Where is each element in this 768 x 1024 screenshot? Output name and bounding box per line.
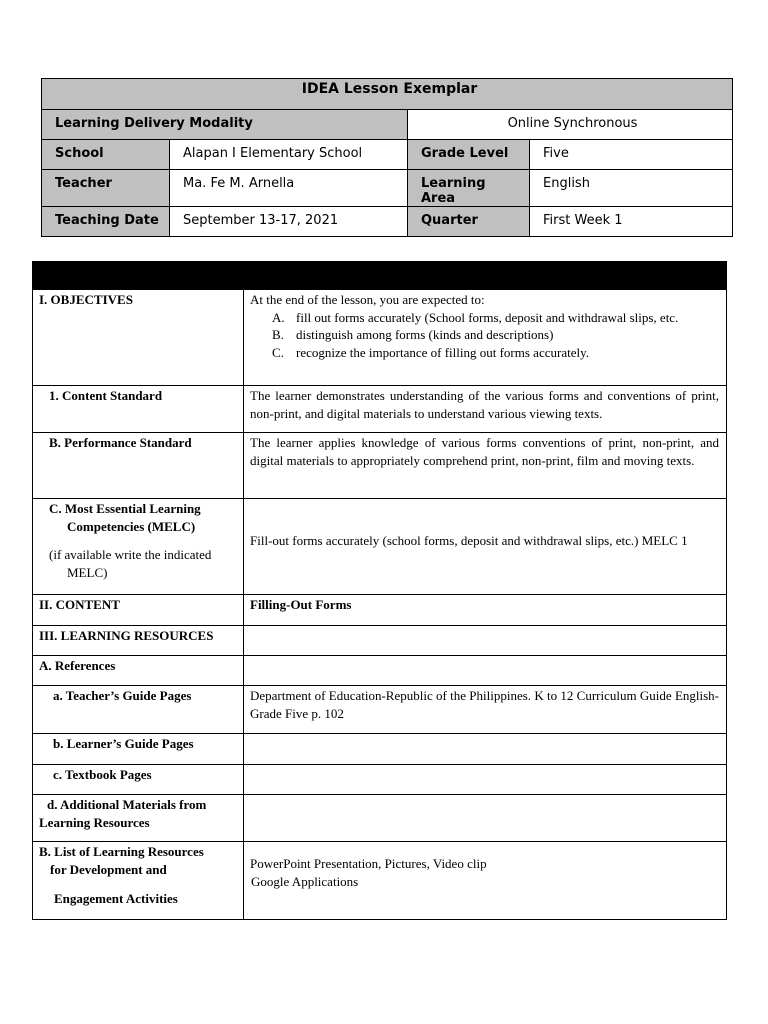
table-row-resource-list bbox=[33, 842, 727, 920]
teacher-guide-label: a. Teacher’s Guide Pages bbox=[53, 688, 192, 703]
learning-area-label: Learning Area bbox=[408, 170, 530, 207]
lesson-content-table bbox=[32, 261, 727, 920]
teacher-guide-cell bbox=[33, 686, 244, 734]
textbook-label: c. Textbook Pages bbox=[53, 767, 152, 782]
table-row-textbook bbox=[33, 765, 727, 795]
objective-text: recognize the importance of filling out forms accurately. bbox=[296, 344, 589, 360]
performance-standard-cell bbox=[33, 433, 244, 499]
objective-letter: A. bbox=[272, 309, 285, 325]
quarter-value: First Week 1 bbox=[530, 207, 733, 237]
objectives-cell bbox=[244, 290, 727, 386]
melc-text: Fill-out forms accurately (school forms, deposit and withdrawal slips, etc.) MELC 1 bbox=[244, 499, 727, 595]
references-value bbox=[244, 656, 727, 686]
table-row-performance-standard bbox=[33, 433, 727, 499]
document-title: IDEA Lesson Exemplar bbox=[42, 79, 733, 110]
delivery-modality-label: Learning Delivery Modality bbox=[42, 110, 408, 140]
learning-resources-value bbox=[244, 626, 727, 656]
school-value: Alapan I Elementary School bbox=[170, 140, 408, 170]
additional-materials-label: d. Additional Materials from Learning Resources bbox=[33, 795, 244, 842]
learner-guide-label: b. Learner’s Guide Pages bbox=[53, 736, 194, 751]
objectives-label: I. OBJECTIVES bbox=[33, 290, 244, 386]
melc-label: C. Most Essential Learning Competencies (MELC) bbox=[49, 501, 201, 534]
textbook-value bbox=[244, 765, 727, 795]
table-row-learner-guide bbox=[33, 734, 727, 765]
performance-standard-label: B. Performance Standard bbox=[49, 435, 192, 450]
school-label: School bbox=[42, 140, 170, 170]
teacher-label: Teacher bbox=[42, 170, 170, 207]
resource-list-cell-right bbox=[244, 842, 727, 920]
content-standard-cell bbox=[33, 386, 244, 433]
header-cell-left bbox=[33, 262, 244, 290]
content-label: II. CONTENT bbox=[33, 595, 244, 626]
grade-level-label: Grade Level bbox=[408, 140, 530, 170]
objective-letter: B. bbox=[272, 327, 284, 342]
content-standard-text: The learner demonstrates understanding of the various forms and conventions of print, non-print, and digital materials to understand various viewing texts. bbox=[244, 386, 727, 433]
table-row-melc bbox=[33, 499, 727, 595]
resource-list-label-line1: B. List of Learning Resources bbox=[39, 844, 204, 859]
melc-cell bbox=[33, 499, 244, 595]
resource-list-cell bbox=[33, 842, 244, 920]
objectives-intro: At the end of the lesson, you are expected to: bbox=[250, 292, 485, 307]
teaching-date-label: Teaching Date bbox=[42, 207, 170, 237]
content-text: Filling-Out Forms bbox=[244, 595, 727, 626]
textbook-cell bbox=[33, 765, 244, 795]
quarter-label: Quarter bbox=[408, 207, 530, 237]
table-row-content bbox=[33, 595, 727, 626]
objective-letter: C. bbox=[272, 344, 284, 360]
table-header-row bbox=[33, 262, 727, 290]
objective-item bbox=[272, 326, 719, 344]
resource-list-label-line3: Engagement Activities bbox=[54, 891, 178, 906]
grade-level-value: Five bbox=[530, 140, 733, 170]
content-standard-label: 1. Content Standard bbox=[49, 388, 163, 403]
learning-resources-label: III. LEARNING RESOURCES bbox=[33, 626, 244, 656]
teaching-date-value: September 13-17, 2021 bbox=[170, 207, 408, 237]
performance-standard-text: The learner applies knowledge of various forms conventions of print, non-print, and digital materials to appropriately comprehend print, non-print, film and moving texts. bbox=[244, 433, 727, 499]
table-row-learning-resources bbox=[33, 626, 727, 656]
objective-item bbox=[272, 344, 719, 362]
resource-list-text-line1: PowerPoint Presentation, Pictures, Video clip bbox=[250, 856, 487, 871]
table-row-content-standard bbox=[33, 386, 727, 433]
melc-note: (if available write the indicated MELC) bbox=[49, 547, 212, 580]
teacher-value: Ma. Fe M. Arnella bbox=[170, 170, 408, 207]
objective-text: distinguish among forms (kinds and descriptions) bbox=[296, 327, 554, 342]
table-row-additional-materials bbox=[33, 795, 727, 842]
objectives-list bbox=[250, 309, 719, 362]
table-row-references bbox=[33, 656, 727, 686]
objective-item bbox=[272, 309, 719, 327]
lesson-header-table bbox=[41, 78, 733, 237]
resource-list-label-line2: for Development and bbox=[50, 861, 167, 877]
learner-guide-cell bbox=[33, 734, 244, 765]
table-row-teacher-guide bbox=[33, 686, 727, 734]
additional-materials-value bbox=[244, 795, 727, 842]
references-label: A. References bbox=[33, 656, 244, 686]
delivery-modality-value: Online Synchronous bbox=[408, 110, 733, 140]
learning-area-value: English bbox=[530, 170, 733, 207]
header-cell-right bbox=[244, 262, 727, 290]
resource-list-text-line2: Google Applications bbox=[251, 873, 359, 889]
objective-text: fill out forms accurately (School forms, deposit and withdrawal slips, etc. bbox=[296, 309, 679, 325]
learner-guide-value bbox=[244, 734, 727, 765]
teacher-guide-text: Department of Education-Republic of the Philippines. K to 12 Curriculum Guide English-Grade Five p. 102 bbox=[244, 686, 727, 734]
table-row-objectives bbox=[33, 290, 727, 386]
